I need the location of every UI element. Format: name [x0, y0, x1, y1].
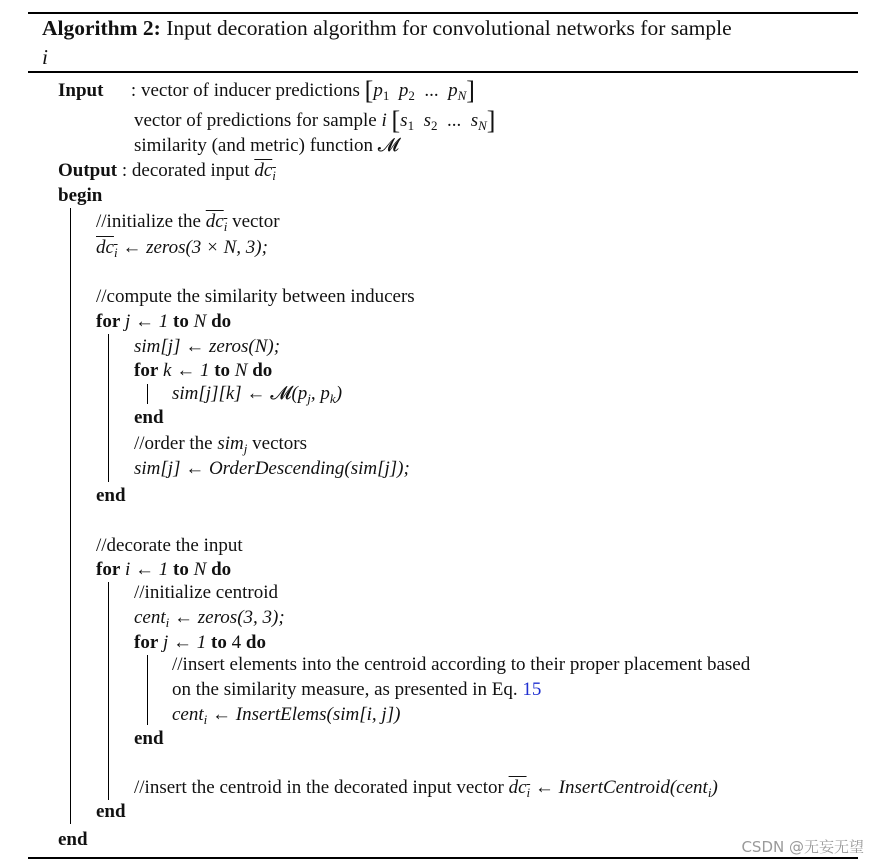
comment-insert-1: //insert elements into the centroid according to their proper placement based [172, 654, 751, 675]
for-j2-block-bar [147, 655, 148, 725]
end-begin: end [58, 829, 88, 850]
metric-symbol: 𝓜 [377, 135, 400, 156]
for-i-loop: for i ← 1 to N do [96, 559, 232, 580]
algorithm-subject: i [42, 45, 48, 69]
begin-block-bar [70, 208, 71, 824]
comment-order: //order the sim$_j$ vectors [134, 433, 308, 456]
cent-init-stmt: cent$_i$ ← zeros(3, 3); [134, 607, 285, 630]
final-insert-line: //insert the centroid in the decorated input vector $dc_i$ ← InsertCentroid(cent$_i$) [134, 777, 718, 800]
dc-init-stmt: $dc_i$ ← zeros(3 × N, 3); [96, 237, 268, 260]
for-j-loop: for j ← 1 to N do [96, 311, 232, 332]
comment-centroid: //initialize centroid [134, 582, 279, 603]
comment-similarity: //compute the similarity between inducers [96, 286, 415, 307]
input-line-2: vector of predictions for sample i [$s_1$ $s_2$ ... $s_N$] [134, 106, 496, 135]
sim-init-stmt: sim[j] ← zeros(N); [134, 336, 281, 357]
for-k-loop: for k ← 1 to N do [134, 360, 273, 381]
equation-link[interactable]: 15 [522, 679, 542, 700]
for-j2-loop: for j ← 1 to 4 do [134, 632, 266, 653]
input-desc-1: : vector of inducer predictions [130, 80, 360, 101]
end-for-i: end [96, 801, 126, 822]
begin-keyword: begin [58, 185, 103, 206]
bottom-rule [28, 857, 858, 859]
order-stmt: sim[j] ← OrderDescending(sim[j]); [134, 458, 410, 479]
output-keyword: Output [58, 160, 118, 181]
sim-jk-stmt: sim[j][k] ← $𝓜(p_j$, $p_k$) [172, 383, 343, 406]
algorithm-title: Input decoration algorithm for convolutional networks for sample [166, 16, 732, 40]
algorithm-caption [42, 14, 842, 72]
comment-insert-2: on the similarity measure, as presented in Eq. 15 [172, 679, 542, 700]
watermark: CSDN @无妄无望 [741, 838, 864, 856]
algorithm-label: Algorithm 2: [42, 16, 161, 40]
output-line: Output : decorated input $dc_i$ [58, 160, 276, 183]
end-for-j: end [96, 485, 126, 506]
for-i-block-bar [108, 582, 109, 800]
comment-decorate: //decorate the input [96, 535, 243, 556]
caption-rule [28, 71, 858, 73]
input-line-1: Input : vector of inducer predictions [$p_1$ $p_2$ ... $p_N$] [58, 76, 475, 105]
input-keyword: Input [58, 80, 104, 101]
input-desc-3: similarity (and metric) function [134, 135, 374, 156]
end-for-k: end [134, 407, 164, 428]
insert-elems-stmt: cent$_i$ ← InsertElems(sim[i, j]) [172, 704, 401, 727]
end-for-j2: end [134, 728, 164, 749]
for-k-block-bar [147, 384, 148, 404]
for-j-block-bar [108, 334, 109, 482]
input-desc-2: vector of predictions for sample [134, 110, 377, 131]
comment-init-dc: //initialize the $dc_i$ vector [96, 211, 280, 234]
input-line-3 [134, 134, 399, 158]
output-desc: : decorated input [121, 160, 250, 181]
